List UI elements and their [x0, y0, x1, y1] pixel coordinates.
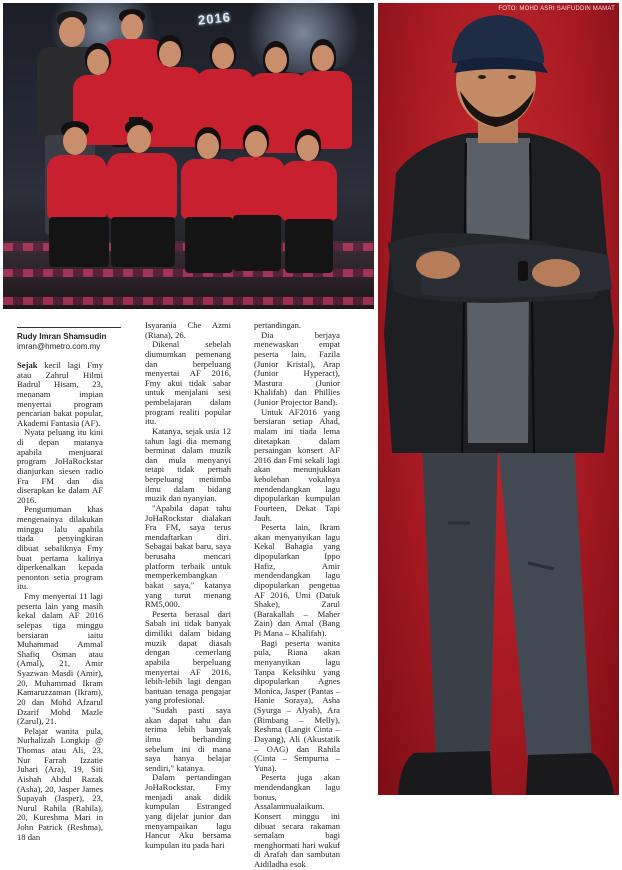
article-paragraph: Isyarania Che Azmi (Riana), 26. — [145, 320, 231, 340]
article-column-2 — [145, 320, 231, 850]
group-photo — [3, 3, 374, 309]
article-paragraph: "Apabila dapat tahu JoHaRockstar dialakan Fra FM, saya terus mendaftarkan diri. Sebagai bakat baru, saya berusaha mencari platform terbaik untuk memperkembangkan bakat saya," katanya yang turut menang RM5,000. — [145, 502, 231, 610]
stage-light — [233, 0, 373, 73]
byline-rule — [17, 327, 121, 328]
article-paragraph: Peserta berasal dari Sabah ini tidak banyak dimiliki dalam bidang muzik dapat diasah dengan cemerlang apabila berpeluang menyertai AF 2016, lebih-lebih lagi dengan bantuan tenaga pengajar yang profesional. — [145, 608, 231, 706]
article-column-1 — [17, 360, 103, 842]
portrait-photo — [378, 3, 619, 795]
article-column-3 — [254, 320, 340, 869]
article-paragraph: Nyata peluang itu kini di depan matanya apabila menjuarai program JoHaRockstar dianjurkan siesen radio Fra FM dan dia diserapkan ke dalam AF 2016. — [17, 427, 103, 505]
byline-email: imran@hmetro.com.my — [17, 342, 101, 351]
byline — [17, 327, 121, 351]
article-paragraph — [17, 361, 103, 428]
article-paragraph: Dia berjaya menewaskan empat peserta lain, Fazila (Junior Kristal), Arap (Junior Hyperact), Mastura (Junior Khalifah) dan Phillies (Junior Projector Band). — [254, 329, 340, 407]
man-portrait-illustration — [378, 3, 619, 795]
photo-credit: FOTO: MOHD ASRI SAIFUDDIN MAMAT — [498, 6, 615, 12]
article-paragraph: Bagi peserta wanita pula, Riana akan menyanyikan lagu Tanpa Keksihku yang dipopularkan Agnes Monica, Jasper (Pantas – Hanie Soraya), Asha (Syurga – Alyah), Ara (Bimbang – Melly), Reshma (Langit Cinta – Dayang), Ali (Akustatik – OAG) dan Rahila (Cinta – Sempurna – Yuna). — [254, 637, 340, 773]
stage-sign: 2016 — [197, 9, 232, 28]
article-paragraph: Dalam pertandingan JoHaRockstar, Fmy menjadi anak didik kumpulan Estranged yang dijelar junior dan menyampaikan lagu Hancur Aku bersama kumpulan itu pada hari — [145, 772, 231, 850]
lead-word: Sejak — [17, 360, 38, 370]
article-paragraph: Untuk AF2016 yang bersiaran setiap Ahad, malam ini tiada lema ditetapkan dalam persaingan konsert AF 2016 dan Fmi sekali lagi akan menunjukkan kebolehan vokalnya mendendangkan lagu dipopularkan kumpulan Fourteen, Dekat Tapi Jauh. — [254, 406, 340, 523]
lead-paragraph-text: kecil lagi Fmy atau Zahrul Hilmi Badrul Hisam, 23, menanam impian menyertai program pencarian bakat popular, Akademi Fantasia (AF). — [17, 360, 103, 428]
article-paragraph: Fmy menyertai 11 lagi peserta lain yang masih kekal dalam AF 2016 selepas tiga minggu bersiaran iaitu Muhammad Ammal Shafiq Osman atau (Amal), 21, Amir Syazwan Masdi (Amir), 20, Muhammad Ikram Kamaruzzaman (Ikram), 20 dan Mohd Afzarul Dzarif Mohd Mazle (Zarul), 21. — [17, 591, 103, 727]
stage-stripe — [3, 297, 374, 305]
article-paragraph: Pengumuman khas mengenainya dilakukan minggu lalu apabila tiada penyingkiran dibuat sebaliknya Fmy buat pertama kalinya diperkenalkan kepada penonton setia program itu. — [17, 504, 103, 592]
byline-author: Rudy Imran Shamsudin — [17, 332, 107, 341]
article-paragraph: pertandingan. — [254, 320, 302, 330]
article-paragraph: Pelajar wanita pula, Nurhalizah Longkip @ Thomas atau Ali, 23, Nur Farrah Izzatie Juhari (Ara), 19, Siti Aishah Abdul Razak (Asha), 20, Jasper James Supayah (Jasper), 23, Nurul Rahila (Rahila), 20, Kureshma Mari in John Patrick (Reshma), 18 dan — [17, 725, 103, 842]
article-paragraph: Peserta lain, Ikram akan menyanyikan lagu Kekal Bahagia yang dipopularkan Ippo Hafiz, Amir mendendangkan lagu dipopularkan pengetua AF 2016, Umi (Datuk Shake), Zarul (Barakallah – Maher Zain) dan Amal (Bang Pi Mana – Khalifah). — [254, 522, 340, 638]
article-paragraph: Peserta juga akan mendendangkan lagu bonus, Assalammualaikum. Konsert minggu ini dibuat secara rakaman semalam bagi menghormati hari wukuf di Arafah dan sambutan Aidiladha esok — [254, 772, 340, 869]
article-paragraph: "Sudah pasti saya akan dapat tahu dan terima lebih banyak ilmu berbanding sebelum ini di mana saya hanya belajar sendiri," katanya. — [145, 705, 231, 773]
article-paragraph: Katanya, sejak usia 12 tahun lagi dia memang berminat dalam muzik dan mula menyanyi tetapi tidak pernah berpeluang menimba ilmu dalam bidang muzik dan nyanyian. — [145, 425, 231, 504]
article-paragraph: Dikenal sebelah diumumkan pemenang dan berpeluang menyertai AF 2016, Fmy akui tidak sabar untuk menjalani sesi pembelajaran dalam program realiti popular itu. — [145, 339, 231, 427]
